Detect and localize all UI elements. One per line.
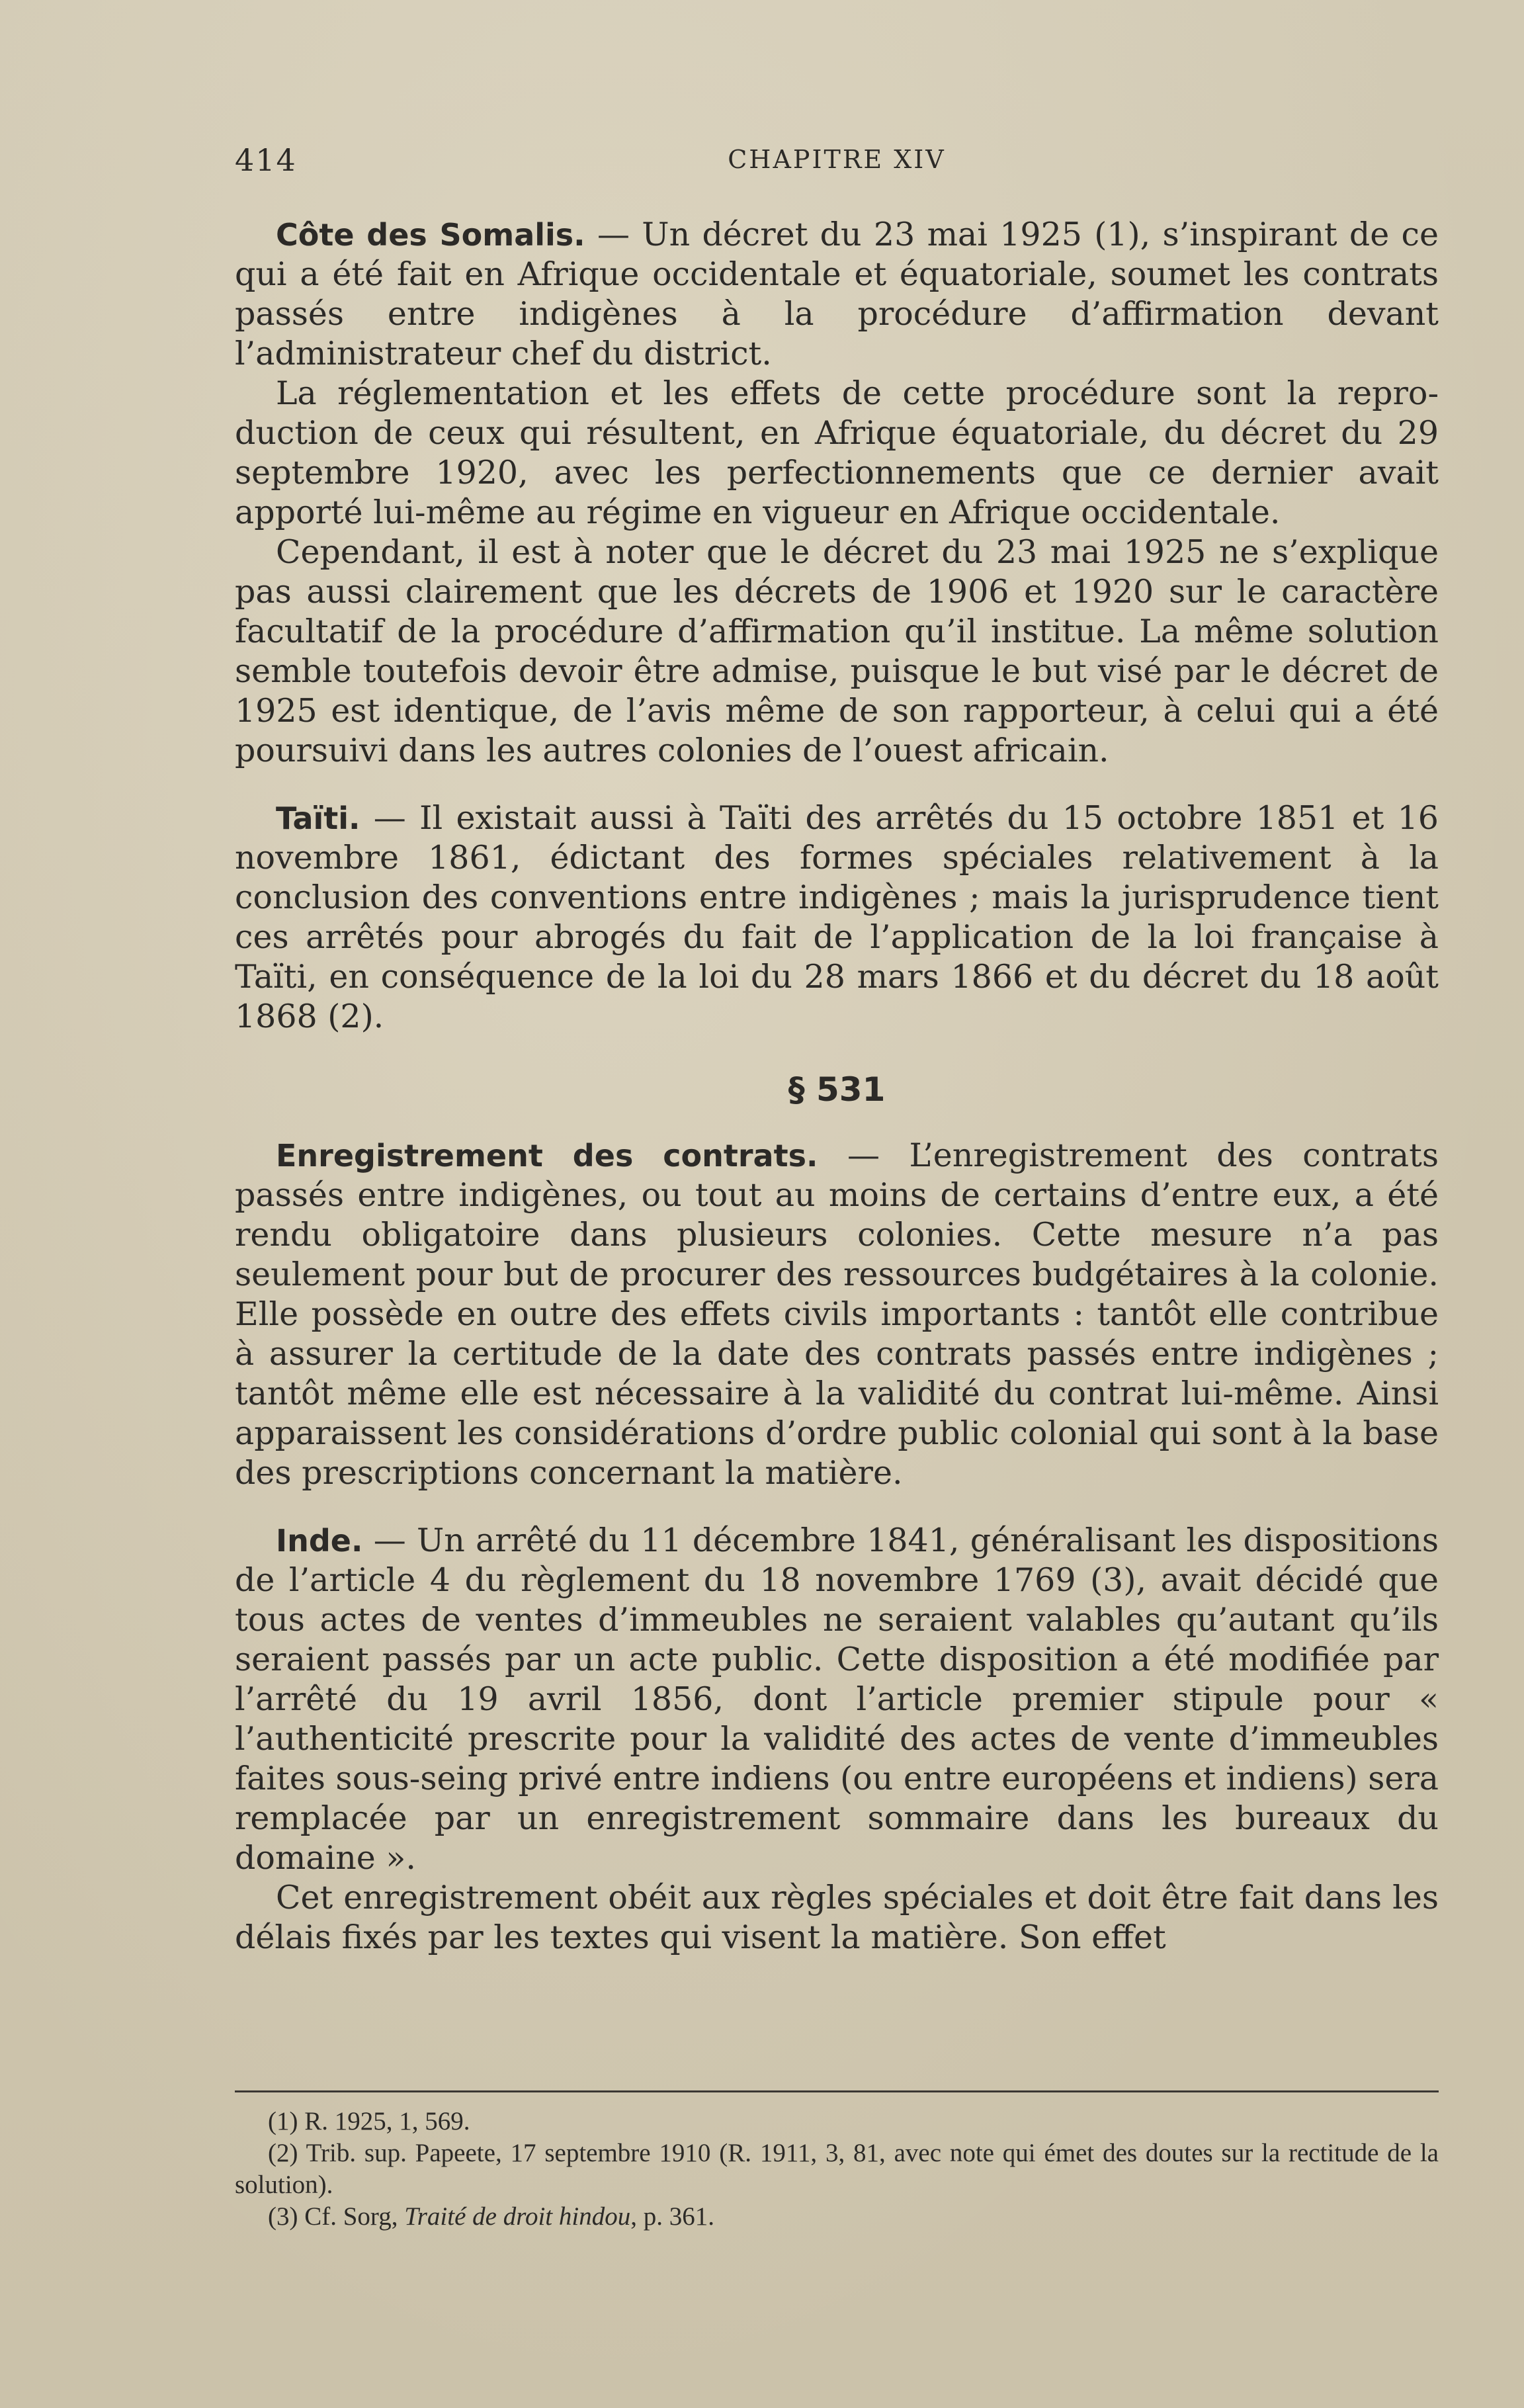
heading-inde: Inde. [276, 1523, 363, 1559]
running-head: CHAPITRE XIV [728, 145, 946, 174]
paragraph-inde [235, 1521, 1439, 1878]
footnote-1: (1) R. 1925, 1, 569. [268, 2107, 470, 2135]
footnote-2: (2) Trib. sup. Papeete, 17 septembre 1910 (R. 1911, 3, 81, avec note qui émet des doutes sur la rectitude de la solution). [235, 2139, 1439, 2199]
paragraph-taiti [235, 798, 1439, 1037]
section-number: § 531 [788, 1070, 886, 1109]
paragraph-somalis-text: — Un décret du 23 mai 1925 (1), s’inspirant de ce qui a été fait en Afrique occidentale et équatoriale, soumet les contrats passés entre indigènes à la procédure d’affirmation devant l’administrateur chef du district. [235, 216, 1439, 372]
main-text [235, 215, 1439, 1957]
paragraph-taiti-text: — Il existait aussi à Taïti des arrêtés du 15 octobre 1851 et 16 novembre 1861, édictant des formes spéciales relativement à la conclusion des conventions entre indigènes ; mais la jurisprudence tient ces arrêtés pour abrogés du fait de l’application de la loi française à Taïti, en conséquence de la loi du 28 mars 1866 et du décret du 18 août 1868 (2). [235, 799, 1439, 1035]
paragraph-reglementation: La réglementation et les effets de cette procédure sont la reproduction de ceux qui résultent, en Afrique équatoriale, du décret du 29 septembre 1920, avec les perfectionnements que ce dernier avait apporté lui-même au régime en vigueur en Afrique occidentale. [235, 374, 1439, 531]
footnote-3 [235, 2201, 1439, 2233]
page-number: 414 [235, 142, 297, 178]
paragraph-somalis [235, 215, 1439, 374]
footnote-3-suffix: , p. 361. [630, 2202, 714, 2231]
heading-somalis: Côte des Somalis. [276, 217, 585, 253]
page-header [235, 142, 1439, 189]
footnote-3-title: Traité de droit hindou [404, 2202, 631, 2231]
footnote-3-prefix: (3) Cf. Sorg, [268, 2202, 405, 2231]
heading-taiti: Taïti. [276, 800, 360, 836]
paragraph-cet-enregistrement: Cet enregistrement obéit aux règles spéciales et doit être fait dans les délais fixés par les textes qui visent la matière. Son effet [235, 1879, 1439, 1956]
heading-enregistrement: Enregistrement des contrats. [276, 1138, 818, 1174]
paragraph-cependant: Cependant, il est à noter que le décret du 23 mai 1925 ne s’explique pas aussi clairement que les décrets de 1906 et 1920 sur le caractère facultatif de la procédure d’affirmation qu’il institue. La même solution semble toutefois devoir être admise, puisque le but visé par le décret de 1925 est identique, de l’avis même de son rapporteur, à celui qui a été poursuivi dans les autres colonies de l’ouest africain. [235, 533, 1439, 769]
footnotes [235, 2090, 1439, 2233]
paragraph-enregistrement [235, 1136, 1439, 1493]
paragraph-inde-text: — Un arrêté du 11 décembre 1841, généralisant les dispositions de l’article 4 du règlement du 18 novembre 1769 (3), avait décidé que tous actes de ventes d’immeubles ne seraient valables qu’autant qu’ils seraient passés par un acte public. Cette disposition a été modifiée par l’arrêté du 19 avril 1856, dont l’article premier stipule pour « l’authenticité prescrite pour la validité des actes de vente d’immeubles faites sous-seing privé entre indiens (ou entre européens et indiens) sera remplacée par un enregistrement sommaire dans les bureaux du domaine ». [235, 1522, 1439, 1877]
paragraph-enregistrement-text: — L’enregistrement des contrats passés entre indigènes, ou tout au moins de certains d’entre eux, a été rendu obligatoire dans plusieurs colonies. Cette mesure n’a pas seulement pour but de procurer des ressources budgétaires à la colonie. Elle possède en outre des effets civils importants : tantôt elle contribue à assurer la certitude de la date des contrats passés entre indigènes ; tantôt même elle est nécessaire à la validité du contrat lui-même. Ainsi apparaissent les considérations d’ordre public colonial qui sont à la base des prescriptions concernant la matière. [235, 1137, 1439, 1492]
